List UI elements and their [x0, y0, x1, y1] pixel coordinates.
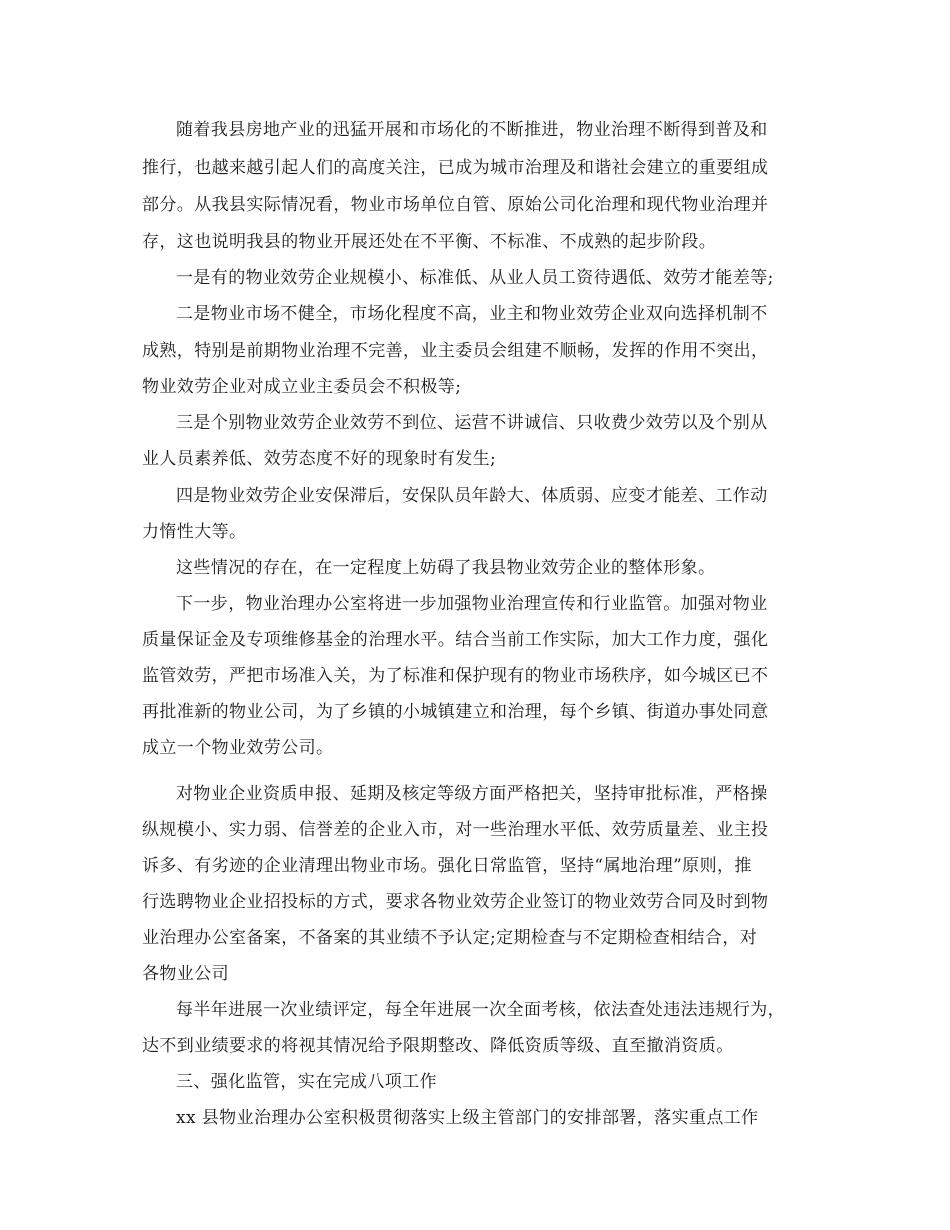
paragraph-line: 下一步，物业治理办公室将进一步加强物业治理宣传和行业监管。加强对物业	[176, 594, 768, 614]
paragraph-line: 四是物业效劳企业安保滞后，安保队员年龄大、体质弱、应变才能差、工作动	[176, 486, 768, 506]
paragraph-line: 成熟，特别是前期物业治理不完善，业主委员会组建不顺畅，发挥的作用不突出，	[142, 341, 769, 361]
paragraph-line: 三是个别物业效劳企业效劳不到位、运营不讲诚信、只收费少效劳以及个别从	[176, 413, 768, 433]
paragraph-line: xx 县物业治理办公室积极贯彻落实上级主管部门的安排部署，落实重点工作	[176, 1108, 759, 1128]
paragraph-line: 达不到业绩要求的将视其情况给予限期整改、降低资质等级、直至撤消资质。	[142, 1036, 734, 1056]
paragraph-line: 存，这也说明我县的物业开展还处在不平衡、不标准、不成熟的起步阶段。	[142, 232, 717, 252]
paragraph-line: 业治理办公室备案，不备案的其业绩不予认定;定期检查与不定期检查相结合，对	[142, 928, 758, 948]
paragraph-line: 诉多、有劣迹的企业清理出物业市场。强化日常监管，坚持“属地治理”原则，推	[142, 856, 752, 876]
paragraph-line: 成立一个物业效劳公司。	[142, 738, 334, 758]
paragraph-line: 物业效劳企业对成立业主委员会不积极等;	[142, 377, 462, 397]
paragraph-line: 纵规模小、实力弱、信誉差的企业入市，对一些治理水平低、效劳质量差、业主投	[142, 820, 769, 840]
paragraph-line: 行选聘物业企业招投标的方式，要求各物业效劳企业签订的物业效劳合同及时到物	[142, 892, 769, 912]
paragraph-line: 各物业公司	[142, 964, 229, 984]
section-heading: 三、强化监管，实在完成八项工作	[176, 1072, 437, 1092]
paragraph-line: 力惰性大等。	[142, 522, 247, 542]
paragraph-line: 每半年进展一次业绩评定，每全年进展一次全面考核，依法查处违法违规行为，	[176, 1000, 785, 1020]
paragraph-line: 业人员素养低、效劳态度不好的现象时有发生;	[142, 449, 497, 469]
paragraph-line: 二是物业市场不健全，市场化程度不高，业主和物业效劳企业双向选择机制不	[176, 304, 768, 324]
paragraph-line: 监管效劳，严把市场准入关，为了标准和保护现有的物业市场秩序，如今城区已不	[142, 666, 769, 686]
paragraph-line: 随着我县房地产业的迅猛开展和市场化的不断推进，物业治理不断得到普及和	[176, 120, 768, 140]
paragraph-line: 推行，也越来越引起人们的高度关注，已成为城市治理及和谐社会建立的重要组成	[142, 158, 769, 178]
paragraph-line: 再批准新的物业公司，为了乡镇的小城镇建立和治理，每个乡镇、街道办事处同意	[142, 702, 769, 722]
paragraph-line: 这些情况的存在，在一定程度上妨碍了我县物业效劳企业的整体形象。	[176, 558, 716, 578]
paragraph-line: 部分。从我县实际情况看，物业市场单位自管、原始公司化治理和现代物业治理并	[142, 195, 769, 215]
paragraph-line: 对物业企业资质申报、延期及核定等级方面严格把关，坚持审批标准，严格操	[176, 784, 768, 804]
paragraph-line: 一是有的物业效劳企业规模小、标准低、从业人员工资待遇低、效劳才能差等;	[176, 268, 774, 288]
paragraph-line: 质量保证金及专项维修基金的治理水平。结合当前工作实际，加大工作力度，强化	[142, 630, 769, 650]
